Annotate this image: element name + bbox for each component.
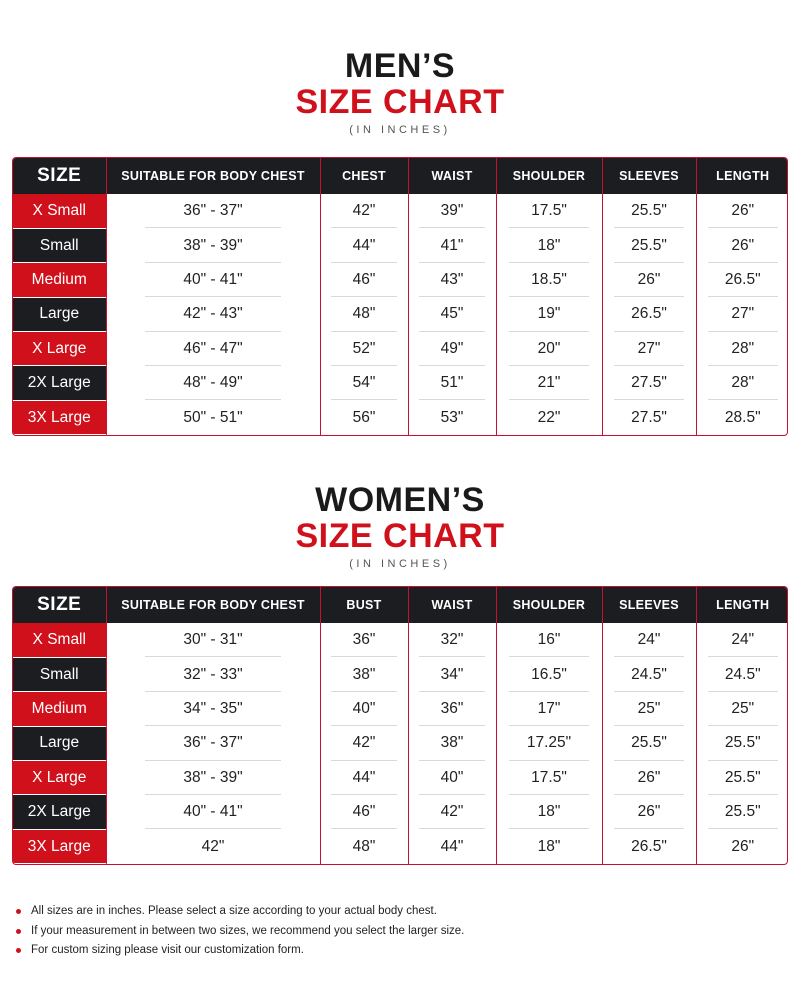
men-cell-col2 [320, 297, 408, 331]
men-cell-body-chest [106, 228, 320, 262]
women-size-label: X Large [13, 761, 106, 795]
men-cell-value: 27.5" [631, 408, 667, 426]
men-size-table [12, 157, 788, 436]
men-cell-value: 54" [352, 374, 376, 392]
men-cell-length [696, 366, 788, 400]
men-table-row [13, 332, 788, 366]
men-cell-value: 26" [637, 270, 661, 288]
women-header-bust: BUST [320, 587, 408, 623]
women-cell-body-chest [106, 795, 320, 829]
men-cell-value: 21" [537, 374, 561, 392]
women-cell-body-chest [106, 623, 320, 657]
men-cell-value: 41" [440, 236, 464, 254]
men-cell-sleeves [602, 297, 696, 331]
men-cell-waist [408, 332, 496, 366]
men-cell-body-chest [106, 263, 320, 297]
women-cell-value: 26" [731, 837, 755, 855]
men-header-size: SIZE [13, 158, 106, 194]
women-cell-value: 26.5" [631, 837, 667, 855]
men-cell-value: 28.5" [724, 408, 761, 426]
men-cell-value: 26" [731, 202, 755, 220]
men-cell-value: 19" [537, 305, 561, 323]
women-table-row [13, 623, 788, 657]
women-cell-value: 34" - 35" [183, 699, 243, 717]
note-item: All sizes are in inches. Please select a size according to your actual body chest. [16, 902, 776, 922]
women-cell-value: 18" [537, 803, 561, 821]
men-cell-waist [408, 366, 496, 400]
men-cell-value: 17.5" [531, 202, 567, 220]
women-cell-value: 32" [440, 631, 464, 649]
women-cell-value: 38" [440, 734, 464, 752]
women-cell-value: 17.25" [526, 734, 572, 752]
women-size-label: 3X Large [13, 829, 106, 863]
women-cell-value: 16.5" [531, 665, 567, 683]
women-cell-col2 [320, 623, 408, 657]
women-table-row [13, 829, 788, 863]
women-unit-label: (IN INCHES) [349, 558, 451, 570]
men-cell-value: 27" [731, 305, 755, 323]
women-cell-length [696, 657, 788, 691]
men-cell-col2 [320, 332, 408, 366]
men-cell-col2 [320, 194, 408, 228]
women-size-label: Large [13, 726, 106, 760]
men-cell-sleeves [602, 194, 696, 228]
women-size-label: X Small [13, 623, 106, 657]
women-cell-length [696, 761, 788, 795]
women-cell-value: 48" [352, 837, 376, 855]
men-cell-value: 25.5" [631, 202, 667, 220]
women-cell-waist [408, 692, 496, 726]
women-table-row [13, 692, 788, 726]
men-cell-sleeves [602, 263, 696, 297]
women-size-label: Medium [13, 692, 106, 726]
women-cell-value: 36" - 37" [183, 734, 243, 752]
men-unit-label: (IN INCHES) [349, 124, 451, 136]
note-item: For custom sizing please visit our customization form. [16, 941, 776, 961]
men-size-label: 3X Large [13, 400, 106, 434]
men-cell-value: 36" - 37" [183, 202, 243, 220]
men-cell-sleeves [602, 366, 696, 400]
men-cell-value: 18.5" [531, 270, 567, 288]
men-table-row [13, 366, 788, 400]
women-cell-sleeves [602, 692, 696, 726]
men-cell-value: 20" [537, 339, 561, 357]
men-table-row [13, 297, 788, 331]
men-header-length: LENGTH [696, 158, 788, 194]
women-cell-value: 24.5" [631, 665, 667, 683]
men-cell-shoulder [496, 194, 602, 228]
men-cell-value: 46" [352, 270, 376, 288]
men-size-label: Small [13, 228, 106, 262]
women-cell-sleeves [602, 623, 696, 657]
women-header-sleeves: SLEEVES [602, 587, 696, 623]
women-cell-value: 24" [731, 631, 755, 649]
women-cell-value: 46" [352, 803, 376, 821]
women-cell-value: 25.5" [631, 734, 667, 752]
women-cell-sleeves [602, 726, 696, 760]
men-cell-value: 42" [352, 202, 376, 220]
women-cell-value: 26" [637, 803, 661, 821]
men-cell-waist [408, 194, 496, 228]
men-cell-length [696, 194, 788, 228]
men-size-label: Large [13, 297, 106, 331]
women-cell-value: 38" [352, 665, 376, 683]
men-cell-sleeves [602, 332, 696, 366]
women-cell-value: 36" [352, 631, 376, 649]
women-cell-value: 32" - 33" [183, 665, 243, 683]
women-cell-col2 [320, 761, 408, 795]
women-cell-value: 17" [537, 699, 561, 717]
women-table-row [13, 795, 788, 829]
women-cell-value: 24" [637, 631, 661, 649]
women-cell-length [696, 623, 788, 657]
men-header-body-chest: SUITABLE FOR BODY CHEST [106, 158, 320, 194]
men-cell-value: 48" [352, 305, 376, 323]
men-cell-value: 42" - 43" [183, 305, 243, 323]
men-heading [0, 48, 800, 136]
men-cell-value: 53" [440, 408, 464, 426]
women-cell-value: 42" [201, 837, 225, 855]
women-header-size: SIZE [13, 587, 106, 623]
men-cell-value: 48" - 49" [183, 374, 243, 392]
women-cell-value: 24.5" [724, 665, 761, 683]
women-cell-length [696, 795, 788, 829]
women-cell-shoulder [496, 692, 602, 726]
women-cell-value: 40" [440, 768, 464, 786]
women-header-body-chest: SUITABLE FOR BODY CHEST [106, 587, 320, 623]
women-cell-col2 [320, 657, 408, 691]
women-cell-sleeves [602, 829, 696, 863]
women-cell-length [696, 692, 788, 726]
women-cell-value: 40" [352, 699, 376, 717]
women-cell-waist [408, 657, 496, 691]
women-cell-value: 16" [537, 631, 561, 649]
women-cell-value: 25.5" [724, 734, 761, 752]
men-cell-sleeves [602, 400, 696, 434]
men-table-row [13, 263, 788, 297]
women-cell-value: 30" - 31" [183, 631, 243, 649]
men-cell-value: 49" [440, 339, 464, 357]
women-header-shoulder: SHOULDER [496, 587, 602, 623]
men-cell-body-chest [106, 297, 320, 331]
women-cell-shoulder [496, 761, 602, 795]
women-size-label: Small [13, 657, 106, 691]
men-header-waist: WAIST [408, 158, 496, 194]
women-cell-value: 42" [440, 803, 464, 821]
women-cell-body-chest [106, 829, 320, 863]
women-cell-value: 38" - 39" [183, 768, 243, 786]
men-cell-waist [408, 263, 496, 297]
women-cell-col2 [320, 829, 408, 863]
men-cell-body-chest [106, 194, 320, 228]
women-cell-shoulder [496, 726, 602, 760]
men-header-sleeves: SLEEVES [602, 158, 696, 194]
women-cell-col2 [320, 692, 408, 726]
women-cell-value: 42" [352, 734, 376, 752]
men-header-row [13, 158, 788, 194]
men-cell-value: 44" [352, 236, 376, 254]
men-size-label: X Large [13, 332, 106, 366]
women-cell-sleeves [602, 795, 696, 829]
women-cell-value: 36" [440, 699, 464, 717]
women-cell-sleeves [602, 657, 696, 691]
men-cell-length [696, 263, 788, 297]
women-cell-waist [408, 623, 496, 657]
men-cell-body-chest [106, 366, 320, 400]
women-header-length: LENGTH [696, 587, 788, 623]
women-cell-shoulder [496, 795, 602, 829]
men-cell-length [696, 400, 788, 434]
men-cell-value: 45" [440, 305, 464, 323]
men-cell-value: 27" [637, 339, 661, 357]
size-notes [16, 902, 776, 961]
men-cell-shoulder [496, 228, 602, 262]
men-table-row [13, 228, 788, 262]
women-cell-waist [408, 829, 496, 863]
men-title-line2: SIZE CHART [295, 83, 505, 121]
men-title-line1: MEN’S [344, 47, 456, 85]
women-cell-shoulder [496, 657, 602, 691]
men-cell-waist [408, 228, 496, 262]
women-cell-value: 25.5" [724, 768, 761, 786]
women-cell-sleeves [602, 761, 696, 795]
men-cell-shoulder [496, 263, 602, 297]
women-cell-body-chest [106, 761, 320, 795]
men-cell-body-chest [106, 400, 320, 434]
men-size-label: 2X Large [13, 366, 106, 400]
men-header-shoulder: SHOULDER [496, 158, 602, 194]
men-cell-col2 [320, 228, 408, 262]
men-cell-length [696, 228, 788, 262]
women-size-label: 2X Large [13, 795, 106, 829]
men-cell-value: 26.5" [631, 305, 667, 323]
men-table-row [13, 194, 788, 228]
women-cell-value: 44" [440, 837, 464, 855]
men-cell-value: 26.5" [724, 270, 761, 288]
men-cell-shoulder [496, 366, 602, 400]
men-cell-sleeves [602, 228, 696, 262]
men-cell-col2 [320, 263, 408, 297]
men-cell-value: 28" [731, 374, 755, 392]
men-cell-shoulder [496, 400, 602, 434]
women-heading [0, 482, 800, 570]
men-cell-shoulder [496, 297, 602, 331]
women-cell-value: 17.5" [531, 768, 567, 786]
men-cell-length [696, 297, 788, 331]
men-cell-value: 56" [352, 408, 376, 426]
women-cell-value: 25" [731, 699, 755, 717]
men-cell-value: 26" [731, 236, 755, 254]
men-cell-value: 39" [440, 202, 464, 220]
women-cell-body-chest [106, 657, 320, 691]
women-cell-value: 25.5" [724, 803, 761, 821]
note-item: If your measurement in between two sizes, we recommend you select the larger size. [16, 922, 776, 942]
men-cell-shoulder [496, 332, 602, 366]
women-cell-value: 25" [637, 699, 661, 717]
women-size-table [12, 586, 788, 865]
men-cell-length [696, 332, 788, 366]
women-cell-shoulder [496, 623, 602, 657]
women-cell-length [696, 726, 788, 760]
men-size-label: X Small [13, 194, 106, 228]
women-header-waist: WAIST [408, 587, 496, 623]
women-title-line1: WOMEN’S [315, 481, 485, 519]
men-cell-value: 43" [440, 270, 464, 288]
women-cell-waist [408, 795, 496, 829]
women-header-row [13, 587, 788, 623]
women-title-line2: SIZE CHART [295, 517, 505, 555]
women-cell-waist [408, 726, 496, 760]
men-cell-col2 [320, 400, 408, 434]
women-table-row [13, 761, 788, 795]
men-cell-col2 [320, 366, 408, 400]
men-cell-value: 28" [731, 339, 755, 357]
men-table-row [13, 400, 788, 434]
women-cell-col2 [320, 726, 408, 760]
men-cell-body-chest [106, 332, 320, 366]
women-cell-value: 34" [440, 665, 464, 683]
women-table-row [13, 726, 788, 760]
men-cell-value: 50" - 51" [183, 408, 243, 426]
women-cell-waist [408, 761, 496, 795]
men-cell-value: 22" [537, 408, 561, 426]
men-size-label: Medium [13, 263, 106, 297]
men-cell-value: 38" - 39" [183, 236, 243, 254]
women-cell-body-chest [106, 692, 320, 726]
women-cell-col2 [320, 795, 408, 829]
women-cell-shoulder [496, 829, 602, 863]
men-header-chest: CHEST [320, 158, 408, 194]
women-cell-value: 18" [537, 837, 561, 855]
men-cell-waist [408, 400, 496, 434]
men-cell-value: 52" [352, 339, 376, 357]
men-cell-value: 18" [537, 236, 561, 254]
women-cell-value: 40" - 41" [183, 803, 243, 821]
women-cell-body-chest [106, 726, 320, 760]
women-table-row [13, 657, 788, 691]
women-cell-length [696, 829, 788, 863]
men-cell-value: 25.5" [631, 236, 667, 254]
men-cell-value: 40" - 41" [183, 270, 243, 288]
men-cell-value: 51" [440, 374, 464, 392]
women-cell-value: 44" [352, 768, 376, 786]
men-cell-value: 27.5" [631, 374, 667, 392]
women-cell-value: 26" [637, 768, 661, 786]
men-cell-waist [408, 297, 496, 331]
men-cell-value: 46" - 47" [183, 339, 243, 357]
